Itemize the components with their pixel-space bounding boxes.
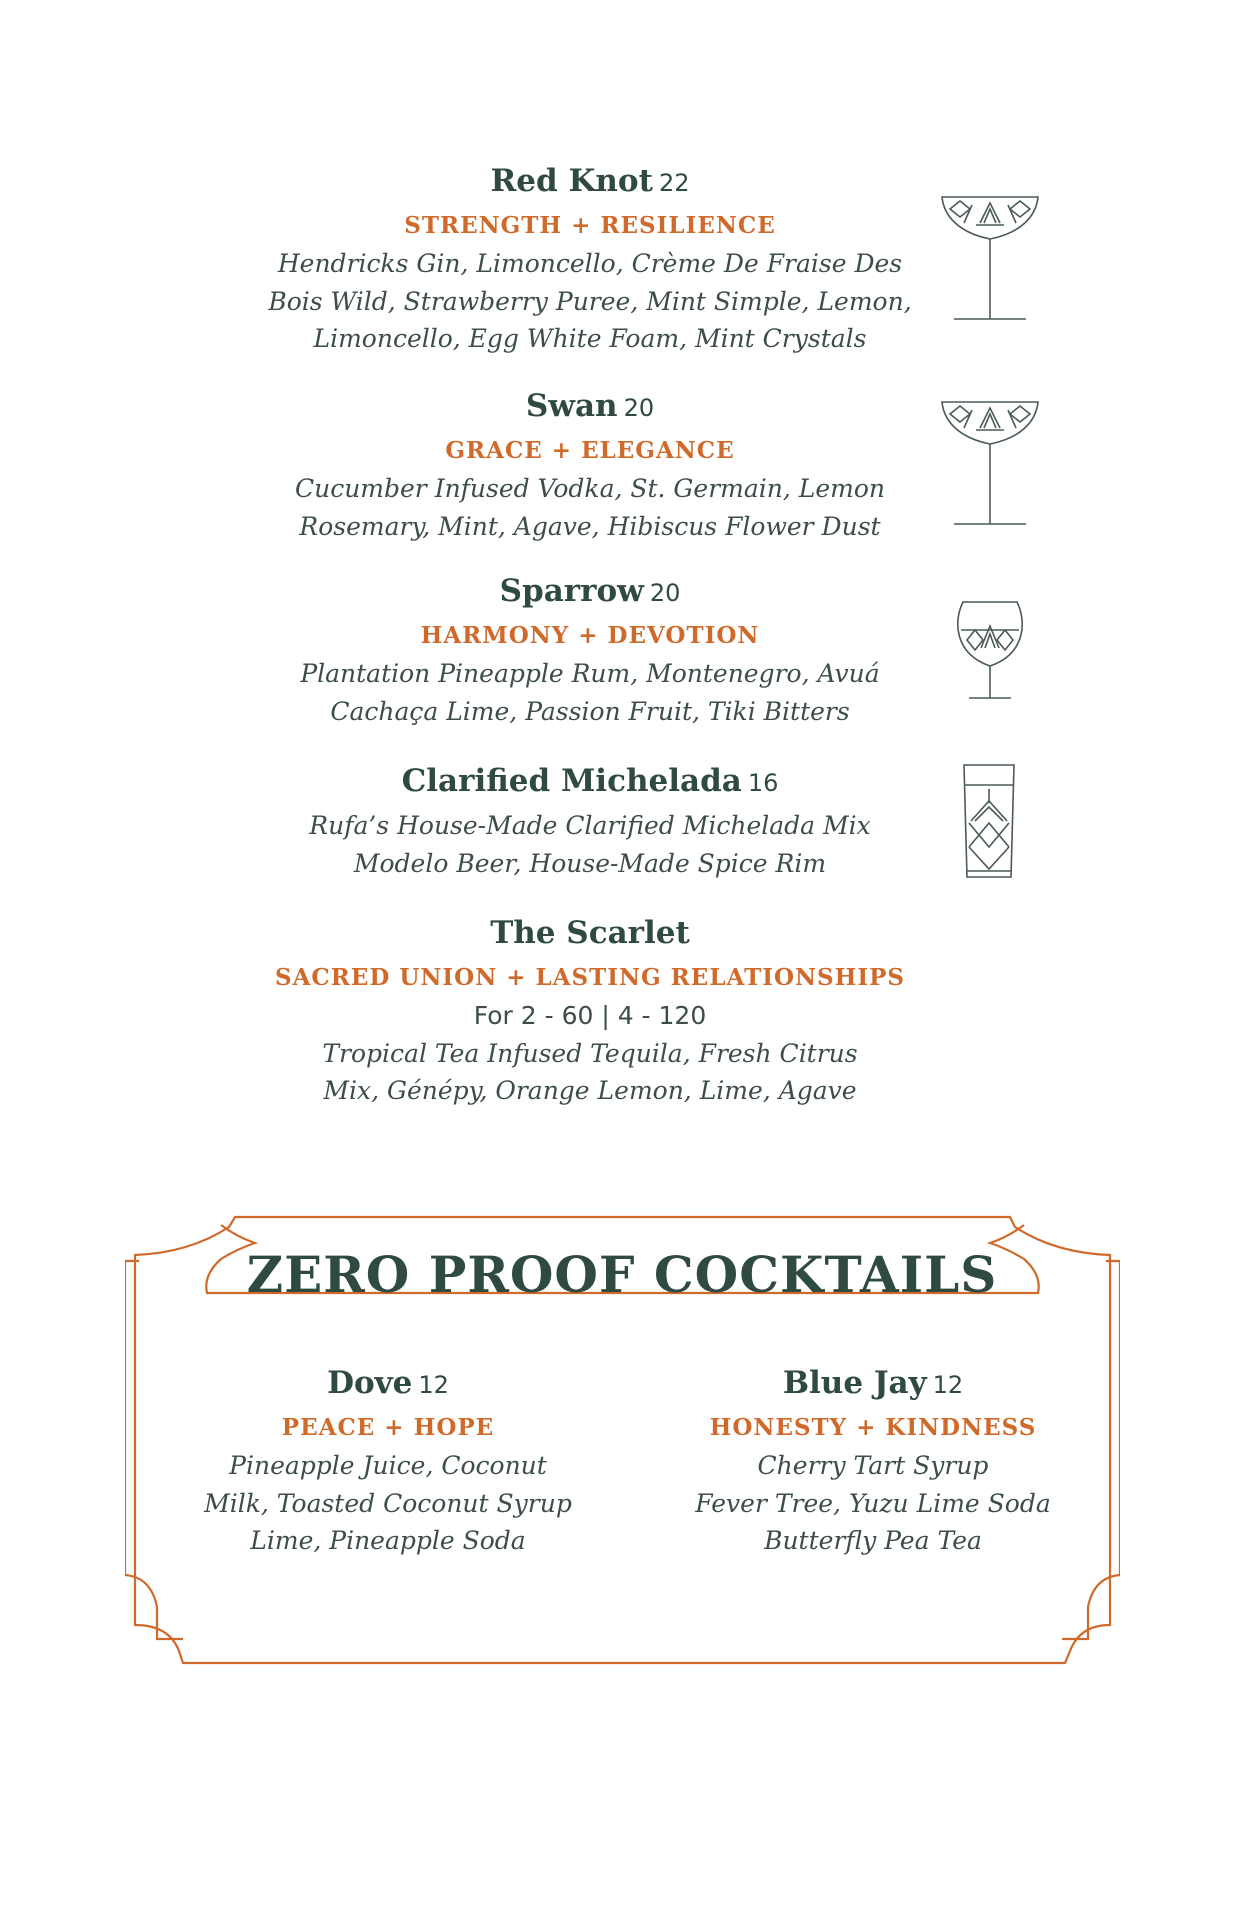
menu-item-clarified-michelada — [200, 760, 980, 882]
ingredients-line: Limoncello, Egg White Foam, Mint Crystals — [313, 324, 867, 353]
coupe-glass-icon — [940, 195, 1040, 325]
menu-item-dove — [158, 1362, 618, 1560]
drink-price: 12 — [418, 1371, 449, 1399]
ingredients-line: Rosemary, Mint, Agave, Hibiscus Flower Dust — [299, 511, 881, 541]
ingredients-line: Rufa’s House-Made Clarified Michelada Mix — [309, 811, 871, 840]
section-title: ZERO PROOF COCKTAILS — [246, 1245, 998, 1304]
ingredients-line: Cherry Tart Syrup — [757, 1451, 989, 1480]
drink-name: Sparrow — [499, 573, 644, 609]
ingredients-line: Bois Wild, Strawberry Puree, Mint Simple, Lemon, — [268, 286, 912, 316]
coupe-glass-icon — [940, 400, 1040, 530]
ingredients-line: Modelo Beer, House-Made Spice Rim — [353, 848, 827, 878]
drink-tagline: HONESTY + KINDNESS — [709, 1414, 1037, 1441]
drink-name: Swan — [525, 388, 618, 424]
drink-name: Red Knot — [490, 163, 653, 199]
drink-tagline: GRACE + ELEGANCE — [445, 437, 735, 464]
ingredients-line: Tropical Tea Infused Tequila, Fresh Citrus — [322, 1038, 858, 1068]
ingredients-line: Plantation Pineapple Rum, Montenegro, Avuá — [300, 659, 880, 688]
menu-item-the-scarlet — [200, 912, 980, 1110]
menu-item-blue-jay — [643, 1362, 1103, 1560]
drink-name: Dove — [327, 1365, 413, 1401]
drink-name: Clarified Michelada — [401, 763, 742, 799]
ingredients-line: Fever Tree, Yuzu Lime Soda — [695, 1488, 1051, 1518]
ingredients-line: Mix, Génépy, Orange Lemon, Lime, Agave — [323, 1076, 857, 1105]
highball-glass-icon — [961, 763, 1017, 881]
drink-name: The Scarlet — [490, 915, 690, 951]
drink-tagline: PEACE + HOPE — [281, 1414, 495, 1441]
wine-glass-icon — [953, 600, 1027, 702]
menu-item-sparrow — [200, 570, 980, 730]
drink-tagline: SACRED UNION + LASTING RELATIONSHIPS — [274, 964, 906, 991]
ingredients-line: Cachaça Lime, Passion Fruit, Tiki Bitters — [330, 696, 850, 726]
menu-item-swan — [200, 385, 980, 545]
drink-price: 20 — [649, 579, 681, 607]
drink-price: 22 — [658, 169, 690, 197]
ingredients-line: Milk, Toasted Coconut Syrup — [204, 1488, 572, 1518]
drink-price: 20 — [623, 394, 655, 422]
serving-sizes: For 2 - 60 | 4 - 120 — [473, 1001, 707, 1030]
ingredients-line: Cucumber Infused Vodka, St. Germain, Lemon — [294, 474, 886, 503]
drink-price: 12 — [932, 1371, 964, 1399]
ingredients-line: Pineapple Juice, Coconut — [229, 1451, 547, 1480]
menu-item-red-knot — [200, 160, 980, 358]
ingredients-line: Lime, Pineapple Soda — [250, 1526, 526, 1555]
ingredients-line: Butterfly Pea Tea — [764, 1526, 982, 1555]
drink-tagline: HARMONY + DEVOTION — [420, 622, 760, 649]
drink-price: 16 — [747, 769, 779, 797]
drink-name: Blue Jay — [782, 1365, 927, 1401]
ingredients-line: Hendricks Gin, Limoncello, Crème De Fraise Des — [277, 249, 903, 278]
drink-tagline: STRENGTH + RESILIENCE — [404, 212, 776, 239]
